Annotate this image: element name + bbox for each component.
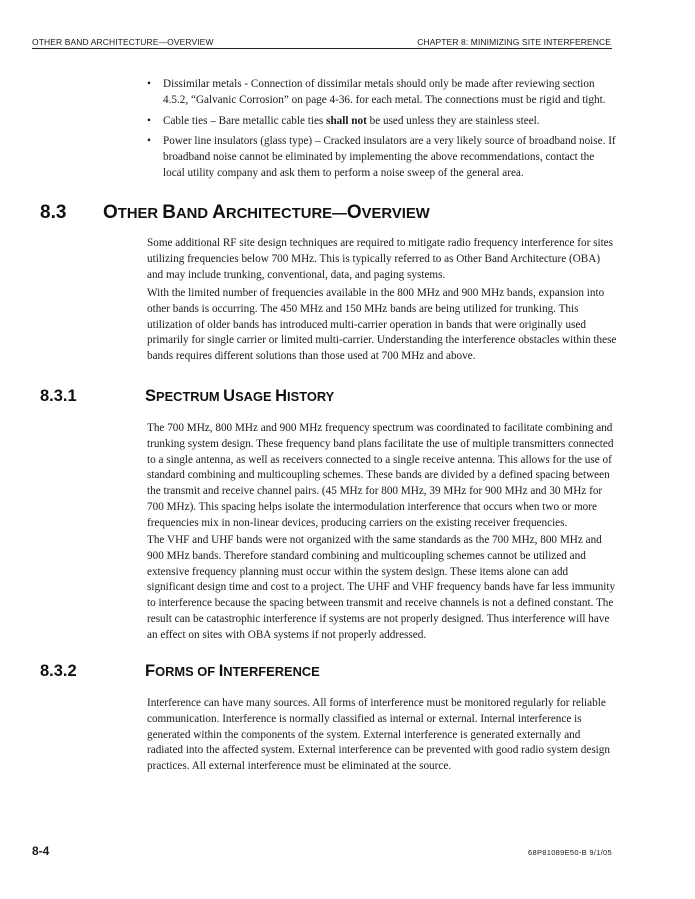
header-chapter-title: CHAPTER 8: MINIMIZING SITE INTERFERENCE	[417, 37, 611, 47]
bullet-list	[147, 77, 617, 187]
section-number: 8.3.1	[40, 387, 77, 405]
bullet-text: Power line insulators (glass type) – Cracked insulators are a very likely source of broadband noise. If broadband noise cannot be eliminated by implementing the above recommendations, contact the local utility company and ask them to perform a noise sweep of the general area.	[163, 135, 616, 179]
list-item	[147, 114, 617, 130]
header-section-title: OTHER BAND ARCHITECTURE—OVERVIEW	[32, 37, 214, 47]
header-rule	[32, 48, 612, 49]
bullet-mark: •	[147, 78, 151, 90]
section-title: SPECTRUM USAGE HISTORY	[145, 387, 335, 405]
section-title: FORMS OF INTERFERENCE	[145, 662, 320, 680]
document-id: 68P81089E50-B 9/1/05	[528, 848, 612, 857]
section-title: OTHER BAND ARCHITECTURE—OVERVIEW	[103, 202, 430, 223]
bullet-text: Dissimilar metals - Connection of dissimilar metals should only be made after reviewing section 4.5.2, “Galvanic Corrosion” on page 4-36. for each metal. The connections must be rigid and tight.	[163, 78, 606, 106]
list-item	[147, 77, 617, 109]
bullet-text-before: Cable ties – Bare metallic cable ties	[163, 114, 327, 127]
page-number: 8-4	[32, 844, 50, 858]
section-number: 8.3	[40, 202, 67, 223]
paragraph: Some additional RF site design techniques are required to mitigate radio frequency interference for sites utilizing frequencies below 700 MHz. This is typically referred to as Other Band Architecture (OBA) and may include trunking, conventional, data, and paging systems.	[147, 237, 613, 281]
paragraph: The 700 MHz, 800 MHz and 900 MHz frequency spectrum was coordinated to facilitate combining and trunking system design. These frequency band plans facilitate the use of multiple transmitters connected to a single antenna, as well as receivers connected to a single receive antenna. This allows for the use of standard combining and multicoupling schemes. These bands are divided by a defined spacing between the transmit and receive channel pairs. (45 MHz for 800 MHz, 39 MHz for 900 MHz and 30 MHz for 700 MHz). This spacing helps isolate the intermodulation interference that occurs when two or more frequencies mix in non-linear devices, producing carriers on the existing receiver frequencies.	[147, 422, 614, 529]
bullet-text-bold: shall not	[326, 114, 367, 127]
paragraph: With the limited number of frequencies available in the 800 MHz and 900 MHz bands, expansion into other bands is occurring. The 450 MHz and 150 MHz bands are being utilized for trunking. This utilization of older bands has introduced multi-carrier operation in bands that were originally used primarily for single carrier or limited multi-carrier. Understanding the interference obstacles within these bands requires different solutions than those used at 700 MHz and above.	[147, 287, 617, 363]
bullet-text-after: be used unless they are stainless steel.	[366, 114, 540, 127]
paragraph: Interference can have many sources. All forms of interference must be monitored regularly for reliable communication. Interference is normally classified as internal or external. Internal interference is generated within the components of the system. External interference is generated externally and radiated into the affected system. External interference can be prevented with good radio system design practices. All external interference must be eliminated at the source.	[147, 697, 610, 773]
section-number: 8.3.2	[40, 662, 77, 680]
list-item	[147, 134, 617, 181]
paragraph: The VHF and UHF bands were not organized with the same standards as the 700 MHz, 800 MHz and 900 MHz bands. Therefore standard combining and multicoupling schemes cannot be utilized and extensive frequency planning must occur within the system design. These items alone can add significant design time and cost to a project. The UHF and VHF frequency bands have far less immunity to interference because the spacing between transmit and receive channels is not a defined constant. The result can be catastrophic interference if systems are not properly designed. Thus interference will have an effect on sites with OBA systems if not properly addressed.	[147, 534, 616, 641]
bullet-mark: •	[147, 114, 151, 127]
bullet-mark: •	[147, 135, 151, 148]
